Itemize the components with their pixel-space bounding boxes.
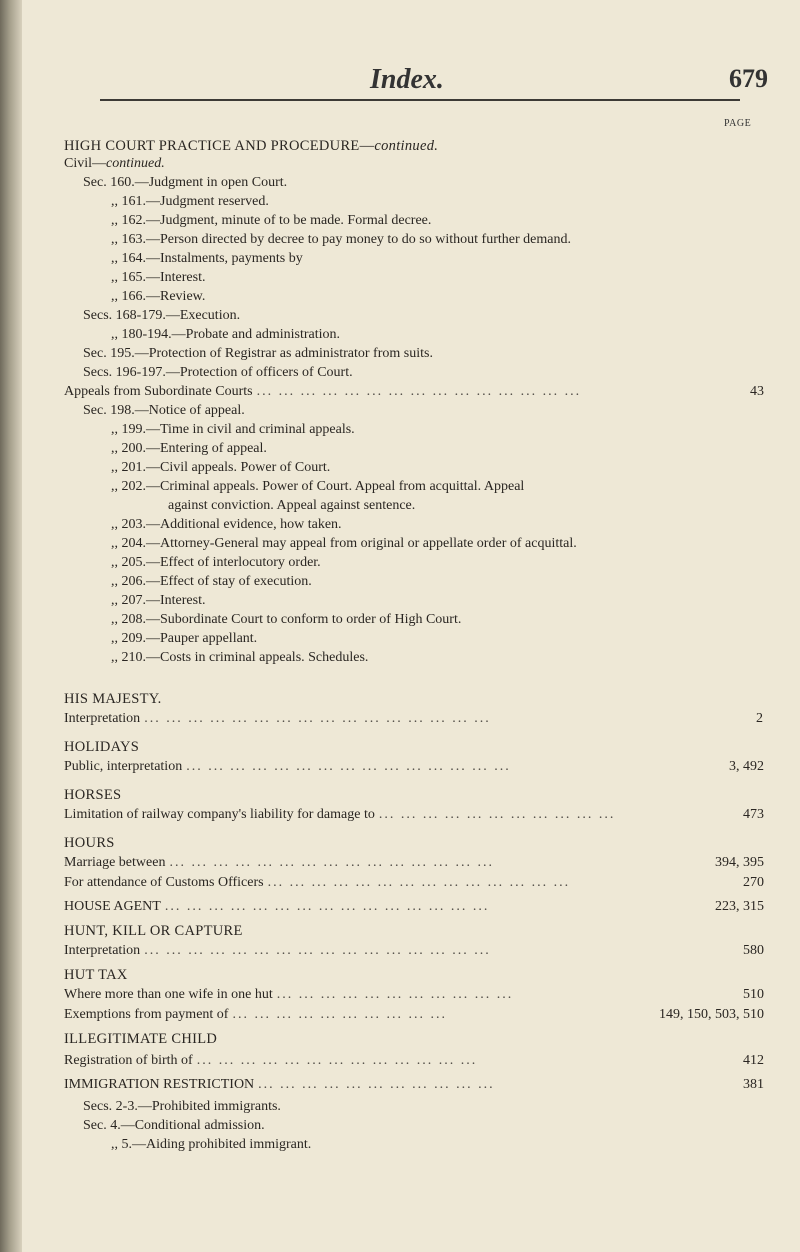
heading-continued: continued.: [374, 138, 439, 154]
entry-page: 43: [750, 384, 764, 399]
index-entry: Where more than one wife in one hut ... ... ... ... ... ... ... ... ... ... ...: [64, 987, 514, 1002]
index-heading: HIS MAJESTY.: [64, 691, 162, 707]
section-line: ,, 205.—Effect of interlocutory order.: [111, 555, 321, 570]
section-line: ,, 201.—Civil appeals. Power of Court.: [111, 460, 331, 475]
section-line: Sec. 195.—Protection of Registrar as administrator from suits.: [83, 346, 433, 361]
section-line: ,, 203.—Additional evidence, how taken.: [111, 517, 342, 532]
index-entry: Interpretation ... ... ... ... ... ... ... ... ... ... ... ... ... ... ... ...: [64, 711, 491, 726]
section-line: ,, 162.—Judgment, minute of to be made. Formal decree.: [111, 213, 432, 228]
section-line: ,, 163.—Person directed by decree to pay money to do so without further demand.: [111, 232, 571, 247]
section-line: ,, 209.—Pauper appellant.: [111, 631, 258, 646]
index-heading: HOLIDAYS: [64, 739, 140, 755]
index-entry: Interpretation ... ... ... ... ... ... ... ... ... ... ... ... ... ... ... ...: [64, 943, 491, 958]
entry-page: 381: [743, 1077, 764, 1092]
entry-label: Interpretation: [64, 943, 141, 958]
index-subheading: [64, 155, 165, 173]
page-title: Index.: [370, 64, 444, 95]
entry-page: 394, 395: [715, 855, 764, 870]
index-heading: HUNT, KILL OR CAPTURE: [64, 923, 243, 939]
entry-label: Appeals from Subordinate Courts: [64, 384, 253, 399]
entry-label: Where more than one wife in one hut: [64, 987, 273, 1002]
index-entry: For attendance of Customs Officers ... ... ... ... ... ... ... ... ... ... ... ... ... ...: [64, 875, 571, 890]
index-heading: HOURS: [64, 835, 115, 851]
entry-label: Limitation of railway company's liability for damage to: [64, 807, 375, 822]
entry-page: 510: [743, 987, 764, 1002]
entry-label: Marriage between: [64, 855, 166, 870]
entry-page: 270: [743, 875, 764, 890]
entry-page: 412: [743, 1053, 764, 1068]
index-entry: Appeals from Subordinate Courts ... ... ... ... ... ... ... ... ... ... ... ... ... ... ...: [64, 384, 582, 399]
index-heading: HORSES: [64, 787, 122, 803]
section-line: Sec. 160.—Judgment in open Court.: [83, 175, 288, 190]
index-entry: Exemptions from payment of ... ... ... ... ... ... ... ... ... ...: [64, 1007, 447, 1022]
entry-page: 149, 150, 503, 510: [659, 1007, 764, 1022]
entry-page: 580: [743, 943, 764, 958]
index-entry: Registration of birth of ... ... ... ... ... ... ... ... ... ... ... ... ...: [64, 1053, 478, 1068]
section-line: Secs. 196-197.—Protection of officers of Court.: [83, 365, 353, 380]
section-line: against conviction. Appeal against sentence.: [168, 498, 416, 513]
section-line: ,, 204.—Attorney-General may appeal from original or appellate order of acquittal.: [111, 536, 577, 551]
section-line: Sec. 4.—Conditional admission.: [83, 1118, 265, 1133]
index-heading: HUT TAX: [64, 967, 128, 983]
subheading-continued: continued.: [106, 156, 165, 171]
heading-text: HIGH COURT PRACTICE AND PROCEDURE—: [64, 138, 375, 154]
index-heading-entry: IMMIGRATION RESTRICTION ... ... ... ... ... ... ... ... ... ... ...: [64, 1077, 495, 1092]
entry-page: 2: [756, 711, 763, 726]
section-line: ,, 202.—Criminal appeals. Power of Court. Appeal from acquittal. Appeal: [111, 479, 525, 494]
entry-label: Registration of birth of: [64, 1053, 193, 1068]
index-heading: ILLEGITIMATE CHILD: [64, 1031, 218, 1047]
section-line: ,, 200.—Entering of appeal.: [111, 441, 267, 456]
section-line: ,, 161.—Judgment reserved.: [111, 194, 269, 209]
section-line: ,, 208.—Subordinate Court to conform to order of High Court.: [111, 612, 462, 627]
section-line: ,, 207.—Interest.: [111, 593, 206, 608]
page-number: 679: [729, 64, 768, 93]
entry-label: IMMIGRATION RESTRICTION: [64, 1077, 255, 1092]
entry-page: 3, 492: [729, 759, 764, 774]
section-line: ,, 164.—Instalments, payments by: [111, 251, 303, 266]
entry-label: HOUSE AGENT: [64, 899, 161, 914]
section-line: ,, 165.—Interest.: [111, 270, 206, 285]
section-line: ,, 5.—Aiding prohibited immigrant.: [111, 1137, 312, 1152]
section-line: ,, 210.—Costs in criminal appeals. Schedules.: [111, 650, 369, 665]
entry-page: 473: [743, 807, 764, 822]
section-line: ,, 199.—Time in civil and criminal appeals.: [111, 422, 355, 437]
section-line: ,, 166.—Review.: [111, 289, 206, 304]
index-entry: Public, interpretation ... ... ... ... ... ... ... ... ... ... ... ... ... ... ...: [64, 759, 511, 774]
section-line: Secs. 2-3.—Prohibited immigrants.: [83, 1099, 281, 1114]
entry-page: 223, 315: [715, 899, 764, 914]
index-heading-entry: HOUSE AGENT ... ... ... ... ... ... ... ... ... ... ... ... ... ... ...: [64, 899, 490, 914]
section-line: Secs. 168-179.—Execution.: [83, 308, 241, 323]
section-line: ,, 180-194.—Probate and administration.: [111, 327, 341, 342]
entry-label: Interpretation: [64, 711, 141, 726]
entry-label: For attendance of Customs Officers: [64, 875, 264, 890]
subheading-text: Civil—: [64, 156, 107, 171]
entry-label: Public, interpretation: [64, 759, 183, 774]
entry-label: Exemptions from payment of: [64, 1007, 229, 1022]
section-line: Sec. 198.—Notice of appeal.: [83, 403, 245, 418]
page-column-label: PAGE: [724, 118, 752, 129]
index-entry: Marriage between ... ... ... ... ... ... ... ... ... ... ... ... ... ... ...: [64, 855, 494, 870]
index-heading: [64, 137, 438, 155]
section-line: ,, 206.—Effect of stay of execution.: [111, 574, 312, 589]
index-entry: Limitation of railway company's liability for damage to ... ... ... ... ... ... ... ... ... ... ...: [64, 807, 616, 822]
